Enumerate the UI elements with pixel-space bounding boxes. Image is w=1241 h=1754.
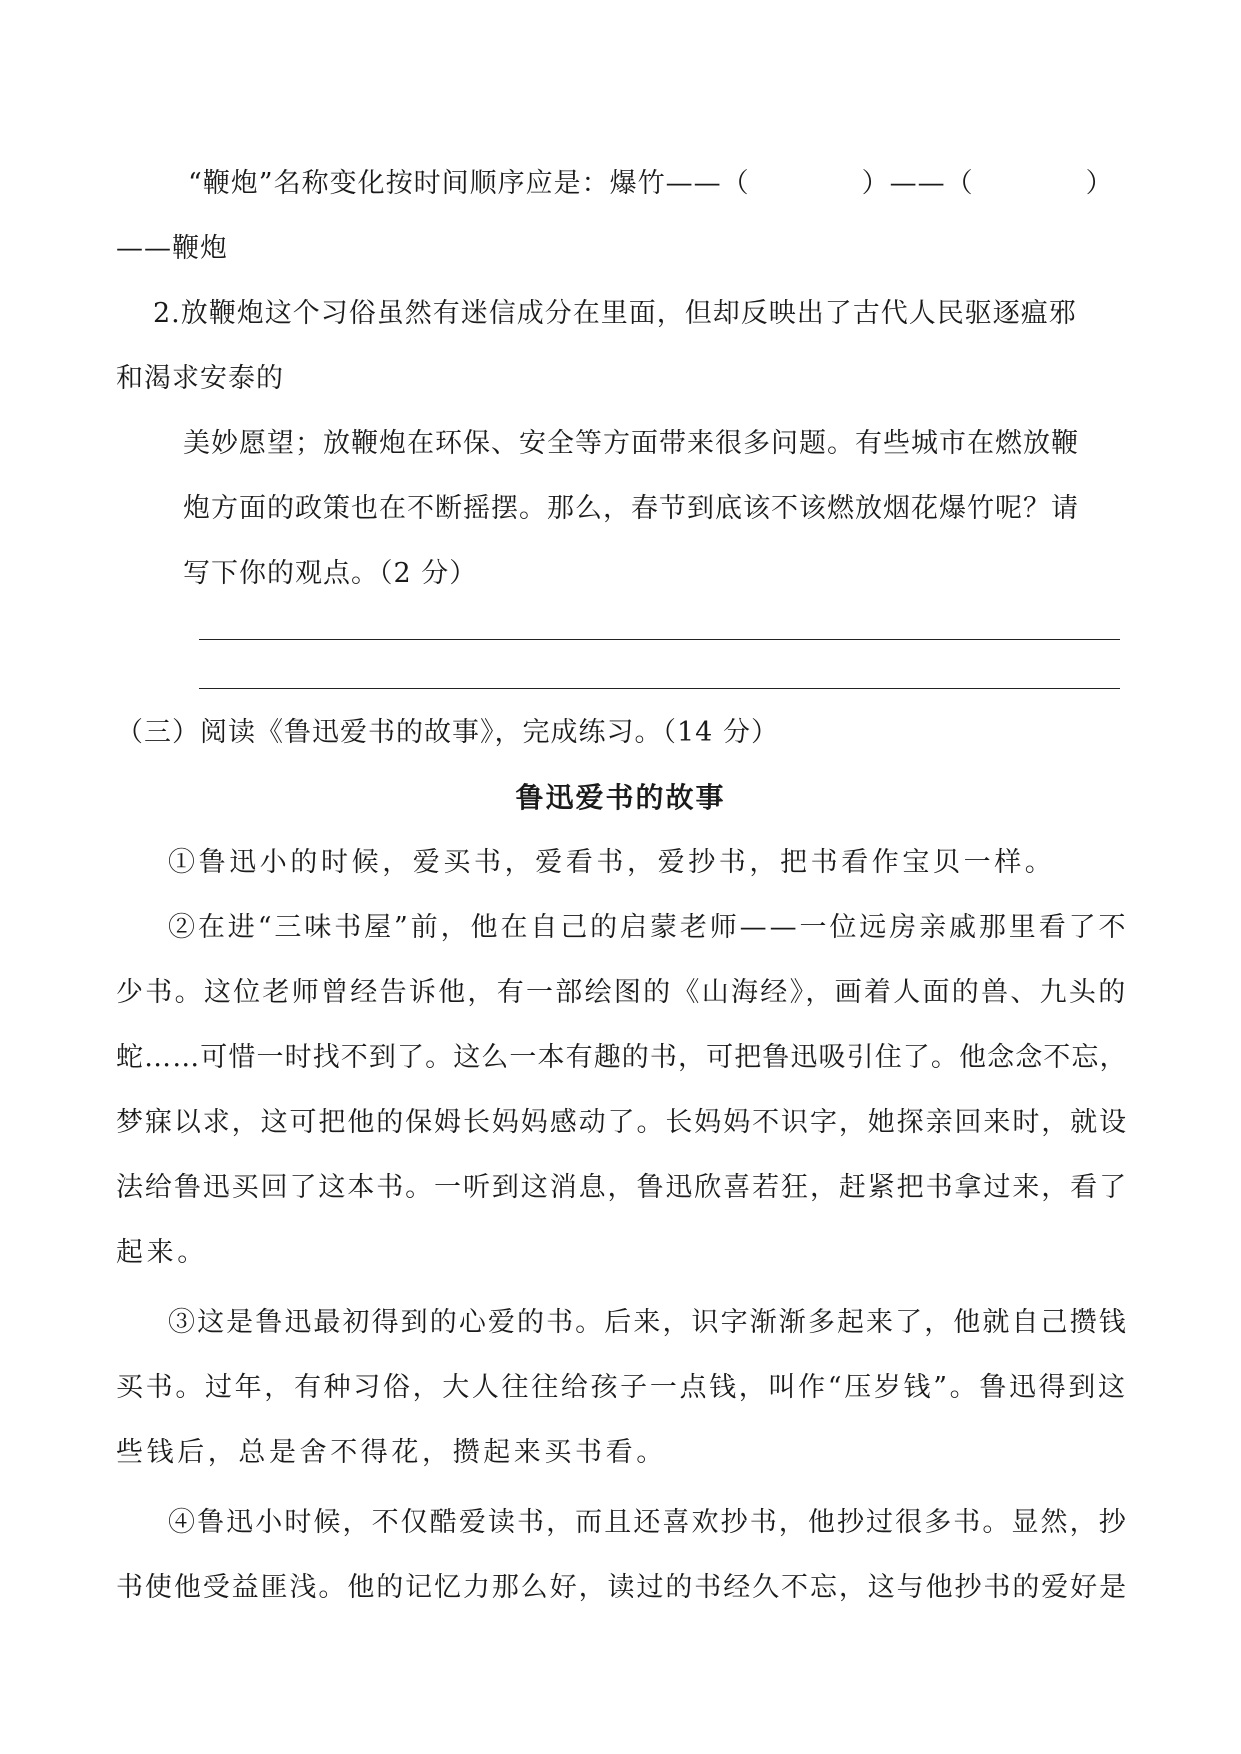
passage-p1-line: ①鲁迅小的时候，爱买书，爱看书，爱抄书，把书看作宝贝一样。 — [168, 847, 1056, 878]
q1-line2: ——鞭炮 — [116, 233, 228, 264]
q1-close-paren: ） — [1085, 168, 1114, 199]
passage-title: 鲁迅爱书的故事 — [515, 781, 726, 814]
q2-line1: 2.放鞭炮这个习俗虽然有迷信成分在里面，但却反映出了古代人民驱逐瘟邪 — [153, 298, 1077, 329]
passage-p4-line: ④鲁迅小时候，不仅酷爱读书，而且还喜欢抄书，他抄过很多书。显然，抄 — [168, 1507, 1128, 1538]
q1-line1 — [188, 167, 1114, 201]
q2-line5: 写下你的观点。（2 分） — [183, 558, 478, 589]
answer-line-1[interactable] — [199, 639, 1120, 640]
passage-p3-line: 些钱后，总是舍不得花，攒起来买书看。 — [116, 1437, 667, 1468]
answer-line-2[interactable] — [199, 688, 1120, 689]
q1-prompt: “鞭炮”名称变化按时间顺序应是：爆竹——（ — [188, 168, 750, 199]
passage-p3-line: ③这是鲁迅最初得到的心爱的书。后来，识字渐渐多起来了，他就自己攒钱 — [168, 1307, 1128, 1338]
passage-p2-line: 梦寐以求，这可把他的保姆长妈妈感动了。长妈妈不识字，她探亲回来时，就设 — [116, 1107, 1128, 1138]
q2-line2: 和渴求安泰的 — [116, 363, 284, 394]
passage-p2-line: ②在进“三味书屋”前，他在自己的启蒙老师——一位远房亲戚那里看了不 — [168, 912, 1129, 943]
passage-p2-line: 蛇……可惜一时找不到了。这么一本有趣的书，可把鲁迅吸引住了。他念念不忘， — [116, 1042, 1128, 1073]
passage-p2-line: 法给鲁迅买回了这本书。一听到这消息，鲁迅欣喜若狂，赶紧把书拿过来，看了 — [116, 1172, 1128, 1203]
q2-line4: 炮方面的政策也在不断摇摆。那么，春节到底该不该燃放烟花爆竹呢？请 — [183, 493, 1079, 524]
passage-p3-line: 买书。过年，有种习俗，大人往往给孩子一点钱，叫作“压岁钱”。鲁迅得到这 — [116, 1372, 1128, 1403]
q2-line3: 美妙愿望；放鞭炮在环保、安全等方面带来很多问题。有些城市在燃放鞭 — [183, 428, 1079, 459]
passage-p2-line: 少书。这位老师曾经告诉他，有一部绘图的《山海经》，画着人面的兽、九头的 — [116, 977, 1128, 1008]
passage-p2-line: 起来。 — [116, 1237, 208, 1268]
q1-separator: ）——（ — [861, 168, 974, 199]
passage-p4-line: 书使他受益匪浅。他的记忆力那么好，读过的书经久不忘，这与他抄书的爱好是 — [116, 1572, 1128, 1603]
section3-heading: （三）阅读《鲁迅爱书的故事》，完成练习。（14 分） — [116, 717, 779, 748]
